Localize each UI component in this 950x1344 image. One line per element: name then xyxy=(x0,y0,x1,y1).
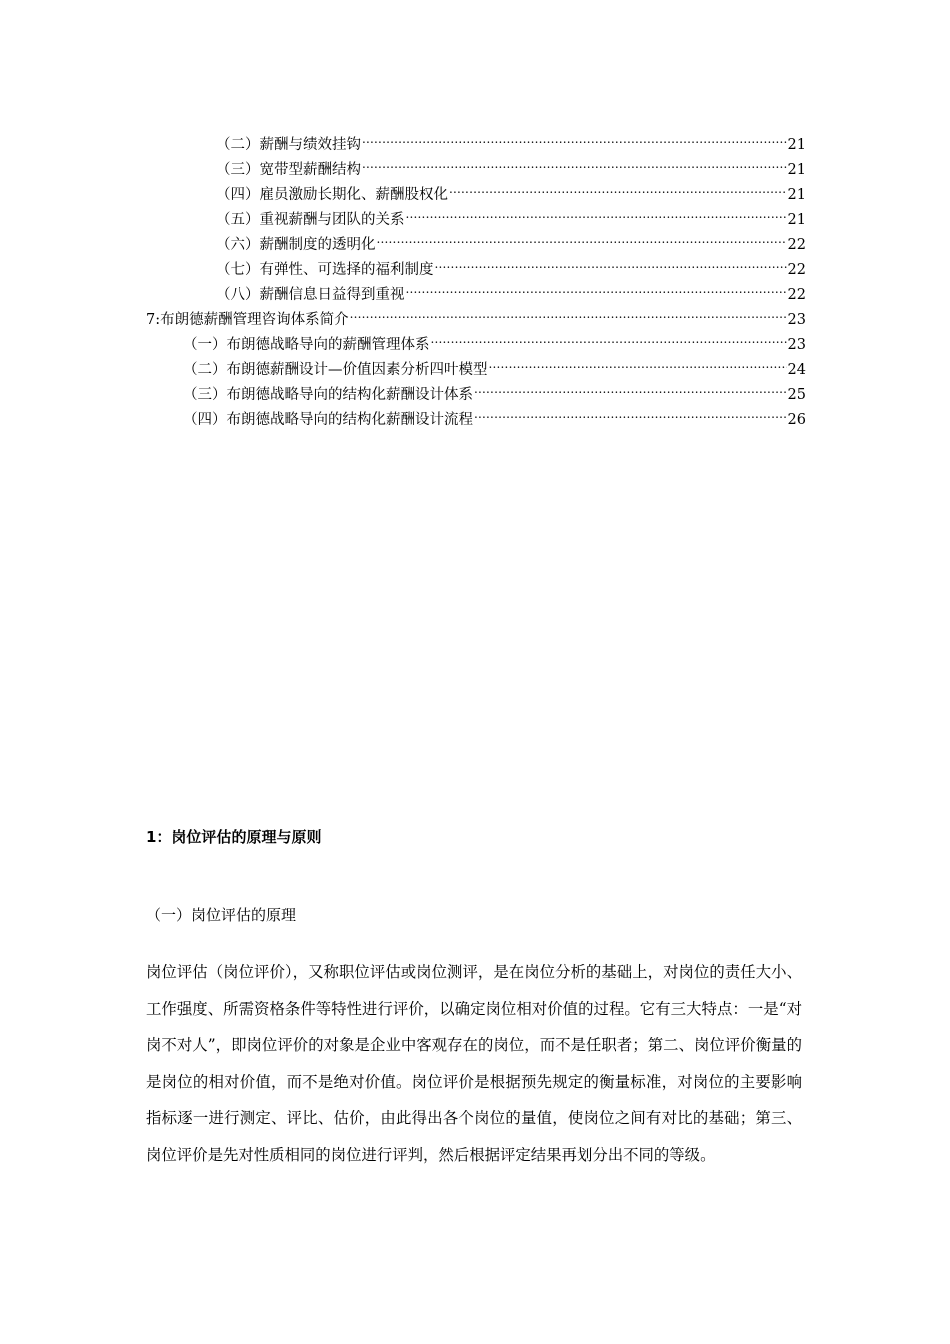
toc-entry-page: 23 xyxy=(787,337,806,353)
toc-entry-title: （八）薪酬信息日益得到重视 xyxy=(216,287,405,303)
toc-entry-title: （二）布朗德薪酬设计—价值因素分析四叶模型 xyxy=(183,362,488,378)
toc-entry-page: 21 xyxy=(787,212,806,228)
toc-entry-page: 24 xyxy=(787,362,806,378)
toc-entry-page: 26 xyxy=(787,412,806,428)
toc-entry-page: 23 xyxy=(787,312,806,328)
toc-leader-dots xyxy=(431,324,787,349)
section-heading: 1：岗位评估的原理与原则 xyxy=(146,828,322,846)
toc-leader-dots xyxy=(377,224,787,249)
toc-entry-page: 21 xyxy=(787,187,806,203)
toc-entry-title: （二）薪酬与绩效挂钩 xyxy=(216,137,361,153)
toc-leader-dots xyxy=(362,149,787,174)
toc-entry-page: 22 xyxy=(787,237,806,253)
toc-leader-dots xyxy=(435,249,787,274)
toc-entry-title: （四）雇员激励长期化、薪酬股权化 xyxy=(216,187,448,203)
toc-leader-dots xyxy=(474,374,787,399)
toc-entry-page: 22 xyxy=(787,262,806,278)
toc-entry-page: 21 xyxy=(787,137,806,153)
toc-entry-page: 22 xyxy=(787,287,806,303)
toc-leader-dots xyxy=(474,399,787,424)
toc-entry-title: （三）布朗德战略导向的结构化薪酬设计体系 xyxy=(183,387,473,403)
toc-entry-title: 7:布朗德薪酬管理咨询体系简介 xyxy=(146,312,349,328)
toc-entry-title: （五）重视薪酬与团队的关系 xyxy=(216,212,405,228)
toc-leader-dots xyxy=(350,299,787,324)
table-of-contents xyxy=(146,124,806,428)
toc-entry-title: （一）布朗德战略导向的薪酬管理体系 xyxy=(183,337,430,353)
toc-leader-dots xyxy=(406,274,787,299)
toc-entry-title: （六）薪酬制度的透明化 xyxy=(216,237,376,253)
toc-entry-page: 21 xyxy=(787,162,806,178)
subsection-heading: （一）岗位评估的原理 xyxy=(146,906,297,924)
toc-entry-page: 25 xyxy=(787,387,806,403)
toc-leader-dots xyxy=(362,124,787,149)
toc-entry-title: （三）宽带型薪酬结构 xyxy=(216,162,361,178)
toc-entry-title: （四）布朗德战略导向的结构化薪酬设计流程 xyxy=(183,412,473,428)
toc-entry[interactable] xyxy=(146,124,806,153)
body-paragraph: 岗位评估（岗位评价），又称职位评估或岗位测评，是在岗位分析的基础上，对岗位的责任大小、工作强度、所需资格条件等特性进行评价，以确定岗位相对价值的过程。它有三大特点：一是“对岗不对人”，即岗位评价的对象是企业中客观存在的岗位，而不是任职者；第二、岗位评价衡量的是岗位的相对价值，而不是绝对价值。岗位评价是根据预先规定的衡量标准，对岗位的主要影响指标逐一进行测定、评比、估价，由此得出各个岗位的量值，使岗位之间有对比的基础；第三、岗位评价是先对性质相同的岗位进行评判，然后根据评定结果再划分出不同的等级。 xyxy=(146,963,802,1164)
toc-entry-title: （七）有弹性、可选择的福利制度 xyxy=(216,262,434,278)
toc-leader-dots xyxy=(449,174,787,199)
toc-leader-dots xyxy=(489,349,787,374)
toc-leader-dots xyxy=(406,199,787,224)
